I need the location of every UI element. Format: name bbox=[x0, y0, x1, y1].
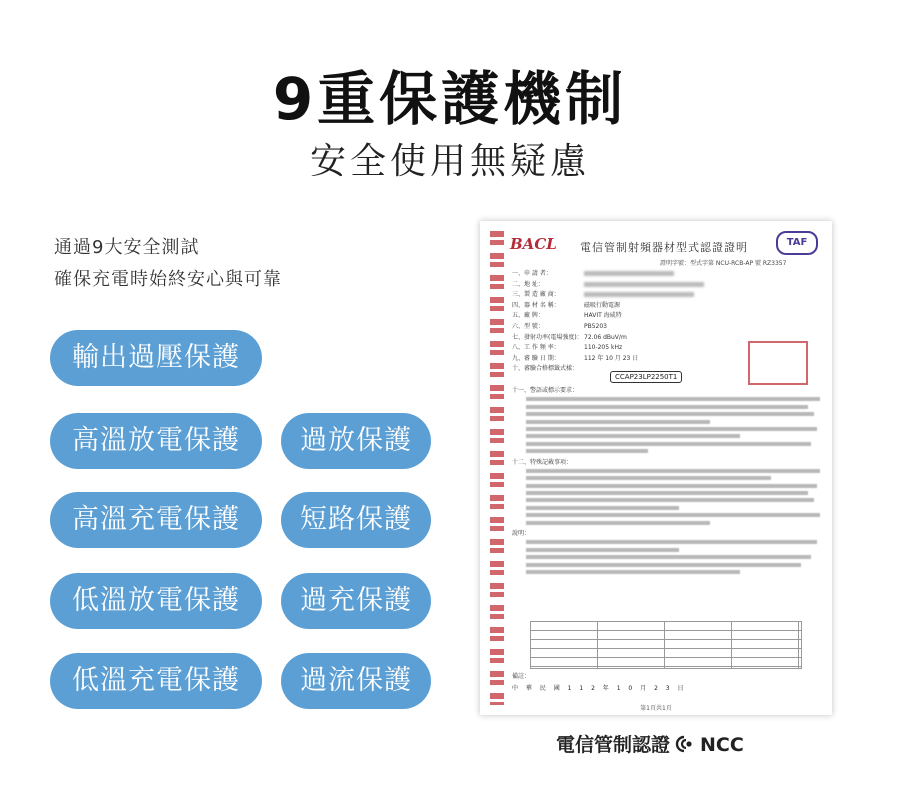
field-applicant: 一、申 請 者： bbox=[512, 269, 704, 280]
certificate-table bbox=[530, 621, 802, 669]
section-remarks: 備註： bbox=[512, 673, 531, 680]
protection-overcharge: 過充保護 bbox=[281, 573, 431, 629]
taf-badge: TAF bbox=[776, 231, 818, 255]
certificate-page-number: 第1頁共1頁 bbox=[640, 705, 672, 712]
protection-low-temp-charge: 低溫充電保護 bbox=[50, 653, 262, 709]
protection-over-discharge: 過放保護 bbox=[281, 413, 431, 469]
certificate-number: 證明字號：型式字第 NCU-RCB-AP 號 RZ3357 bbox=[660, 260, 787, 267]
section-special-notes: 十二、特殊記載事項： bbox=[512, 458, 573, 466]
field-date: 九、審 驗 日 期： 112 年 10 月 23 日 bbox=[512, 354, 639, 362]
field-address: 二、地 址： bbox=[512, 280, 704, 291]
page-title: 9重保護機制 bbox=[272, 65, 628, 133]
field-frequency: 八、工 作 頻 率： 110-205 kHz bbox=[512, 344, 623, 352]
page-subtitle: 安全使用無疑慮 bbox=[309, 141, 590, 182]
ncc-cert-label: 電信管制認證 bbox=[556, 734, 671, 756]
protection-low-temp-discharge: 低溫放電保護 bbox=[50, 573, 262, 629]
section-warnings: 十一、警語或標示要求： bbox=[512, 387, 579, 394]
ncc-certification bbox=[556, 730, 744, 757]
field-manufacturer: 三、製 造 廠 商： bbox=[512, 290, 704, 301]
bacl-logo: BACL bbox=[510, 235, 557, 253]
protection-output-overvoltage: 輸出過壓保護 bbox=[50, 330, 262, 386]
certificate-border-stripe bbox=[490, 231, 504, 705]
field-brand: 五、廠 牌： HAVIT 海威特 bbox=[512, 312, 622, 320]
ccap-label: CCAP23LP2250T1 bbox=[610, 371, 682, 383]
certificate-date: 中 華 民 國 1 1 2 年 1 0 月 2 3 日 bbox=[512, 685, 687, 692]
certificate-heading: 電信管制射頻器材型式認證證明 bbox=[580, 241, 748, 254]
intro-line-2: 確保充電時始終安心與可靠 bbox=[54, 269, 282, 290]
certificate-body-text bbox=[512, 383, 818, 577]
field-power: 七、發射功率(電場強度)：72.06 dBuV/m bbox=[512, 333, 627, 341]
ncc-brand: NCC bbox=[700, 734, 744, 756]
protection-high-temp-discharge: 高溫放電保護 bbox=[50, 413, 262, 469]
certificate-document bbox=[480, 221, 832, 715]
intro-line-1: 通過9大安全測試 bbox=[54, 237, 200, 258]
intro-text bbox=[54, 232, 282, 296]
protection-overcurrent: 過流保護 bbox=[281, 653, 431, 709]
section-explanation: 說明： bbox=[512, 530, 531, 538]
field-label-sample: 十、審驗合格標籤式樣： bbox=[512, 365, 579, 373]
field-device-name: 四、器 材 名 稱： 磁吸行動電源 bbox=[512, 301, 621, 309]
field-model: 六、型 號： PB5203 bbox=[512, 322, 608, 330]
certificate-fields bbox=[512, 269, 704, 375]
protection-high-temp-charge: 高溫充電保護 bbox=[50, 492, 262, 548]
ncc-logo-icon bbox=[674, 734, 698, 754]
protection-short-circuit: 短路保護 bbox=[281, 492, 431, 548]
official-seal bbox=[748, 341, 808, 385]
